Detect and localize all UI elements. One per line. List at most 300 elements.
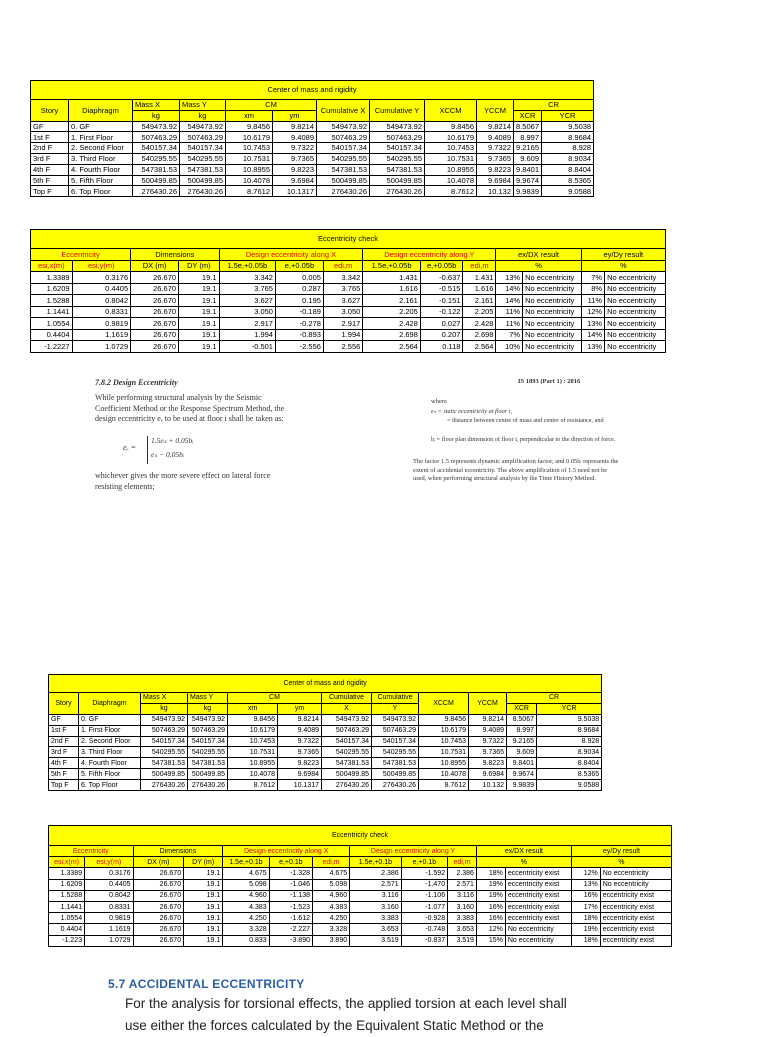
- table-row: [49, 758, 602, 769]
- table-row: [31, 318, 666, 330]
- table-cell: 9.7365: [477, 153, 514, 164]
- table-cell: -0.501: [219, 341, 275, 353]
- table-cell: 11%: [496, 318, 523, 330]
- table-cell: 19.1: [184, 879, 223, 890]
- table-cell: 10.7531: [419, 747, 469, 758]
- table-cell: 9.9839: [507, 780, 537, 791]
- table-cell: 8.9684: [542, 132, 594, 143]
- table-cell: 1.431: [463, 272, 496, 284]
- table-cell: 13%: [496, 272, 523, 284]
- table-cell: 2.556: [323, 341, 362, 353]
- table-row: [49, 890, 672, 901]
- table-cell: 549473.92: [322, 714, 372, 725]
- table-cell: 2.386: [350, 868, 402, 879]
- table-cell: 1st F: [31, 132, 69, 143]
- table-cell: 1.431: [363, 272, 421, 284]
- table-row: [49, 725, 602, 736]
- table-row: [49, 901, 672, 912]
- hdr-esi-x: esi,x(m): [31, 260, 73, 272]
- table-cell: 16%: [476, 913, 505, 924]
- table-cell: 0.8042: [72, 295, 131, 307]
- table-cell: 540295.55: [372, 747, 419, 758]
- table-cell: 3.116: [350, 890, 402, 901]
- table-cell: 10.7531: [226, 153, 273, 164]
- table-cell: 3.627: [323, 295, 362, 307]
- table-cell: 276430.26: [317, 186, 370, 197]
- table-cell: 549473.92: [188, 714, 228, 725]
- hdr-f1: 1.5e,+0.05b: [219, 260, 275, 272]
- table-cell: 8.8404: [537, 758, 602, 769]
- hdr-cumulative: Cumulative: [322, 693, 372, 704]
- table-cell: 19%: [476, 879, 505, 890]
- table-cell: 9.7322: [477, 143, 514, 154]
- table-cell: 3.383: [350, 913, 402, 924]
- hdr-f2: e,+0.1b: [269, 857, 312, 868]
- table-cell: 549473.92: [370, 121, 425, 132]
- table-cell: -1.138: [269, 890, 312, 901]
- table-cell: 12%: [571, 868, 600, 879]
- table-cell: 9.5038: [542, 121, 594, 132]
- table-cell: No eccentricity: [605, 306, 666, 318]
- table-cell: 2.917: [219, 318, 275, 330]
- hdr-eccentricity: Eccentricity: [31, 249, 131, 261]
- table-cell: 540295.55: [322, 747, 372, 758]
- table-cell: 3.328: [313, 924, 350, 935]
- table-cell: 8.7612: [419, 780, 469, 791]
- table-cell: -1.046: [269, 879, 312, 890]
- hdr-f2: e,+0.1b: [401, 857, 447, 868]
- cm-table-bottom-block: [48, 674, 602, 791]
- table-cell: 1.6209: [31, 283, 73, 295]
- hdr-xm: xm: [228, 703, 278, 714]
- table-cell: 19.1: [184, 913, 223, 924]
- where-label: where: [431, 398, 447, 405]
- ecc-table-bottom-block: [48, 825, 672, 947]
- table-cell: 0. GF: [69, 121, 133, 132]
- table-cell: 0.4405: [85, 879, 133, 890]
- cm-rows: [31, 121, 594, 197]
- hdr-f1: 1.5e,+0.1b: [223, 857, 269, 868]
- table-cell: -0.637: [420, 272, 463, 284]
- hdr-xcr: XCR: [514, 110, 542, 121]
- table-cell: 3.519: [448, 935, 477, 946]
- table-cell: 12%: [476, 924, 505, 935]
- table-cell: 26.670: [131, 295, 179, 307]
- table-cell: 1.6209: [49, 879, 85, 890]
- table-cell: eccentricity exist: [600, 901, 671, 912]
- table-cell: No eccentricity: [600, 868, 671, 879]
- hdr-f1: 1.5e,+0.1b: [350, 857, 402, 868]
- table-cell: 540295.55: [370, 153, 425, 164]
- hdr-mass-x: Mass X: [133, 100, 180, 111]
- table-cell: 10.132: [469, 780, 507, 791]
- table-cell: 4. Fourth Floor: [69, 164, 133, 175]
- table-cell: 9.9674: [514, 175, 542, 186]
- table-cell: 540157.34: [188, 736, 228, 747]
- table-cell: 5. Fifth Floor: [79, 769, 141, 780]
- table-cell: 549473.92: [317, 121, 370, 132]
- table-cell: eccentricity exist: [600, 890, 671, 901]
- table-row: [49, 747, 602, 758]
- table-cell: 26.670: [131, 283, 179, 295]
- table-cell: eccentricity exist: [600, 935, 671, 946]
- table-cell: 9.6984: [273, 175, 317, 186]
- hdr-dx: DX (m): [133, 857, 184, 868]
- table-cell: 8.8404: [542, 164, 594, 175]
- table-cell: 5th F: [31, 175, 69, 186]
- table-cell: 276430.26: [141, 780, 188, 791]
- table-cell: 2.564: [463, 341, 496, 353]
- table-cell: 8.5067: [514, 121, 542, 132]
- table-cell: 2.917: [323, 318, 362, 330]
- table-cell: 500499.85: [180, 175, 226, 186]
- table-row: [31, 143, 594, 154]
- table-cell: eccentricity exist: [505, 890, 571, 901]
- table-cell: -1.328: [269, 868, 312, 879]
- hdr-unit-kg: kg: [188, 703, 228, 714]
- table-cell: 0.3176: [85, 868, 133, 879]
- table-cell: 26.670: [131, 306, 179, 318]
- hdr-mass-y: Mass Y: [188, 693, 228, 704]
- table-cell: 540295.55: [317, 153, 370, 164]
- table-cell: 3.653: [350, 924, 402, 935]
- table-row: [49, 714, 602, 725]
- table-cell: 0.195: [275, 295, 323, 307]
- table-cell: 13%: [581, 318, 604, 330]
- table-cell: 9.8214: [477, 121, 514, 132]
- table-cell: 500499.85: [188, 769, 228, 780]
- table-cell: 547381.53: [372, 758, 419, 769]
- table-cell: 10.6179: [425, 132, 477, 143]
- table-cell: 0.833: [223, 935, 269, 946]
- table-cell: 8.928: [542, 143, 594, 154]
- table-cell: 3.342: [219, 272, 275, 284]
- hdr-along-x: Design eccentricity along X: [219, 249, 363, 261]
- table-cell: 0.4404: [49, 924, 85, 935]
- table-cell: 26.670: [131, 341, 179, 353]
- table-cell: 10.6179: [226, 132, 273, 143]
- ecc-title: Eccentricity check: [31, 230, 666, 249]
- hdr-story: Story: [49, 693, 79, 715]
- table-cell: -1.2227: [31, 341, 73, 353]
- table-cell: 8.5067: [507, 714, 537, 725]
- table-cell: 2.571: [350, 879, 402, 890]
- table-cell: 9.2165: [507, 736, 537, 747]
- table-cell: Top F: [49, 780, 79, 791]
- table-cell: -0.928: [401, 913, 447, 924]
- hdr-ey-result: ey/Dy result: [571, 846, 671, 857]
- table-cell: -1.077: [401, 901, 447, 912]
- table-cell: GF: [31, 121, 69, 132]
- table-cell: 0.9819: [85, 913, 133, 924]
- table-cell: 1.0554: [49, 913, 85, 924]
- standard-ref: IS 1893 (Part 1) : 2016: [518, 378, 581, 385]
- table-cell: 9.4089: [477, 132, 514, 143]
- table-cell: 2. Second Floor: [69, 143, 133, 154]
- ecc-table-top: [30, 229, 666, 353]
- table-row: [31, 132, 594, 143]
- table-cell: 549473.92: [180, 121, 226, 132]
- hdr-cr: CR: [507, 693, 602, 704]
- table-cell: 9.7365: [273, 153, 317, 164]
- hdr-cr: CR: [514, 100, 594, 111]
- table-cell: 500499.85: [322, 769, 372, 780]
- ecc-rows-top: [31, 272, 666, 353]
- table-cell: 1.0729: [72, 341, 131, 353]
- hdr-mass-x: Mass X: [141, 693, 188, 704]
- table-cell: 0.3176: [72, 272, 131, 284]
- table-cell: 276430.26: [372, 780, 419, 791]
- table-row: [31, 121, 594, 132]
- table-cell: 5th F: [49, 769, 79, 780]
- table-cell: 3rd F: [49, 747, 79, 758]
- table-cell: 26.670: [133, 890, 184, 901]
- table-cell: 2.205: [363, 306, 421, 318]
- table-cell: 16%: [476, 901, 505, 912]
- table-cell: 4. Fourth Floor: [79, 758, 141, 769]
- table-cell: eccentricity exist: [505, 879, 571, 890]
- table-cell: 19.1: [179, 272, 219, 284]
- hdr-cum-x: Cumulative X: [317, 100, 370, 122]
- table-cell: 0.118: [420, 341, 463, 353]
- table-cell: 540295.55: [180, 153, 226, 164]
- table-cell: eccentricity exist: [600, 913, 671, 924]
- table-cell: 4.675: [223, 868, 269, 879]
- hdr-pct: %: [496, 260, 581, 272]
- table-cell: 1.1619: [72, 329, 131, 341]
- table-cell: 8%: [581, 283, 604, 295]
- table-cell: 3.765: [219, 283, 275, 295]
- table-row: [31, 175, 594, 186]
- table-cell: 9.9674: [507, 769, 537, 780]
- table-cell: -0.837: [401, 935, 447, 946]
- table-row: [31, 306, 666, 318]
- table-cell: -0.893: [275, 329, 323, 341]
- table-cell: 2nd F: [49, 736, 79, 747]
- table-cell: 26.670: [133, 924, 184, 935]
- table-cell: 19%: [571, 924, 600, 935]
- hdr-pct: %: [581, 260, 665, 272]
- table-cell: 1.1441: [31, 306, 73, 318]
- table-cell: 1.994: [219, 329, 275, 341]
- table-cell: 10.7453: [226, 143, 273, 154]
- table-cell: 1.616: [463, 283, 496, 295]
- table-cell: 507463.29: [133, 132, 180, 143]
- table-cell: 9.4089: [469, 725, 507, 736]
- table-cell: 18%: [476, 868, 505, 879]
- hdr-along-y: Design eccentricity along Y: [363, 249, 496, 261]
- table-cell: 3. Third Floor: [69, 153, 133, 164]
- table-cell: 1.0729: [85, 935, 133, 946]
- table-cell: 9.8223: [273, 164, 317, 175]
- table-cell: 0.9819: [72, 318, 131, 330]
- table-cell: 9.8456: [425, 121, 477, 132]
- table-cell: 16%: [571, 890, 600, 901]
- table-cell: 540295.55: [141, 747, 188, 758]
- hdr-pct: %: [571, 857, 671, 868]
- table-cell: 9.6984: [477, 175, 514, 186]
- table-cell: 10.8955: [425, 164, 477, 175]
- hdr-unit-kg: kg: [141, 703, 188, 714]
- section-heading: 5.7 ACCIDENTAL ECCENTRICITY: [108, 977, 305, 991]
- table-cell: 9.0588: [537, 780, 602, 791]
- table-cell: 1.5288: [49, 890, 85, 901]
- table-cell: 8.9034: [537, 747, 602, 758]
- table-cell: 276430.26: [370, 186, 425, 197]
- clause-text-2: whichever gives the more severe effect on lateral force resisting elements;: [95, 471, 271, 491]
- table-cell: 0.4404: [31, 329, 73, 341]
- table-cell: 507463.29: [317, 132, 370, 143]
- cm-table-top: [30, 80, 594, 197]
- hdr-dimensions: Dimensions: [133, 846, 223, 857]
- table-cell: 19.1: [184, 935, 223, 946]
- table-cell: 1. First Floor: [69, 132, 133, 143]
- table-cell: 276430.26: [180, 186, 226, 197]
- table-cell: 9.5038: [537, 714, 602, 725]
- table-cell: 26.670: [133, 901, 184, 912]
- cm-title: Center of mass and rigidity: [49, 675, 602, 693]
- table-cell: 3. Third Floor: [79, 747, 141, 758]
- hdr-ex-result: ex/DX result: [476, 846, 571, 857]
- table-cell: -0.748: [401, 924, 447, 935]
- table-cell: 4th F: [31, 164, 69, 175]
- table-cell: 10.7453: [419, 736, 469, 747]
- table-row: [31, 283, 666, 295]
- table-cell: No eccentricity: [505, 935, 571, 946]
- table-cell: 4.250: [223, 913, 269, 924]
- table-cell: 10.7531: [425, 153, 477, 164]
- table-cell: -3.890: [269, 935, 312, 946]
- table-cell: 9.8456: [226, 121, 273, 132]
- table-cell: 547381.53: [322, 758, 372, 769]
- table-cell: 8.7612: [226, 186, 273, 197]
- table-cell: 9.8223: [469, 758, 507, 769]
- table-cell: Top F: [31, 186, 69, 197]
- table-cell: 5. Fifth Floor: [69, 175, 133, 186]
- hdr-f2: e,+0.05b: [420, 260, 463, 272]
- table-cell: 507463.29: [370, 132, 425, 143]
- hdr-ycr: YCR: [542, 110, 594, 121]
- table-row: [31, 295, 666, 307]
- table-row: [49, 879, 672, 890]
- table-cell: 0.027: [420, 318, 463, 330]
- cm-table-top-block: [30, 80, 594, 197]
- table-cell: 547381.53: [317, 164, 370, 175]
- hdr-dimensions: Dimensions: [131, 249, 219, 261]
- table-cell: 8.9684: [537, 725, 602, 736]
- table-cell: No eccentricity: [600, 879, 671, 890]
- table-cell: 19.1: [184, 868, 223, 879]
- table-cell: -1.523: [269, 901, 312, 912]
- table-cell: 9.8456: [419, 714, 469, 725]
- hdr-ycr: YCR: [537, 703, 602, 714]
- cm-rows: [49, 714, 602, 790]
- table-cell: 19.1: [179, 318, 219, 330]
- table-cell: No eccentricity: [505, 924, 571, 935]
- table-cell: 4.383: [313, 901, 350, 912]
- hdr-diaphragm: Diaphragm: [79, 693, 141, 715]
- table-cell: 8.997: [507, 725, 537, 736]
- table-cell: 4.960: [313, 890, 350, 901]
- table-cell: 9.7365: [278, 747, 322, 758]
- table-cell: 540157.34: [180, 143, 226, 154]
- table-cell: 26.670: [133, 868, 184, 879]
- hdr-f2: e,+0.05b: [275, 260, 323, 272]
- table-cell: 9.609: [507, 747, 537, 758]
- hdr-unit-kg: kg: [180, 110, 226, 121]
- table-cell: No eccentricity: [605, 329, 666, 341]
- hdr-edi: edi,m: [463, 260, 496, 272]
- table-cell: 4.383: [223, 901, 269, 912]
- table-cell: 3.765: [323, 283, 362, 295]
- table-cell: 9.8401: [507, 758, 537, 769]
- table-cell: 547381.53: [141, 758, 188, 769]
- table-cell: 9.6984: [469, 769, 507, 780]
- table-cell: 0.8042: [85, 890, 133, 901]
- table-cell: 10.4078: [425, 175, 477, 186]
- table-cell: 10.8955: [228, 758, 278, 769]
- hdr-xcr: XCR: [507, 703, 537, 714]
- table-cell: 507463.29: [180, 132, 226, 143]
- table-cell: 1.1619: [85, 924, 133, 935]
- table-cell: 26.670: [131, 272, 179, 284]
- hdr-esi-y: esi,y(m): [85, 857, 133, 868]
- table-cell: 9.8456: [228, 714, 278, 725]
- table-cell: 5.098: [313, 879, 350, 890]
- table-cell: 2nd F: [31, 143, 69, 154]
- table-cell: 8.5365: [537, 769, 602, 780]
- table-cell: 5.098: [223, 879, 269, 890]
- table-cell: 9.6984: [278, 769, 322, 780]
- table-cell: 19.1: [179, 283, 219, 295]
- table-cell: 7%: [581, 272, 604, 284]
- table-cell: -1.470: [401, 879, 447, 890]
- table-cell: 540157.34: [370, 143, 425, 154]
- table-cell: 547381.53: [188, 758, 228, 769]
- table-cell: 10.4078: [226, 175, 273, 186]
- table-cell: 8.7612: [228, 780, 278, 791]
- hdr-unit-kg: kg: [133, 110, 180, 121]
- table-cell: 8.7612: [425, 186, 477, 197]
- hdr-cm: CM: [226, 100, 317, 111]
- table-cell: 4.250: [313, 913, 350, 924]
- table-cell: 19.1: [184, 901, 223, 912]
- table-cell: 8.997: [514, 132, 542, 143]
- table-cell: -1.592: [401, 868, 447, 879]
- table-cell: 547381.53: [370, 164, 425, 175]
- table-cell: 10.132: [477, 186, 514, 197]
- table-cell: 2.571: [448, 879, 477, 890]
- table-cell: 2. Second Floor: [79, 736, 141, 747]
- table-cell: No eccentricity: [523, 341, 582, 353]
- hdr-ym: ym: [273, 110, 317, 121]
- table-cell: 3.519: [350, 935, 402, 946]
- hdr-cumulative: Cumulative: [372, 693, 419, 704]
- table-cell: eccentricity exist: [600, 924, 671, 935]
- section-line-2: use either the forces calculated by the Equivalent Static Method or the: [125, 1018, 544, 1033]
- table-cell: 2.161: [363, 295, 421, 307]
- table-cell: -0.189: [275, 306, 323, 318]
- table-cell: 3rd F: [31, 153, 69, 164]
- table-cell: 19.1: [184, 890, 223, 901]
- table-cell: 14%: [496, 295, 523, 307]
- clause-title: 7.8.2 Design Eccentricity: [95, 378, 178, 387]
- table-cell: 10.6179: [419, 725, 469, 736]
- table-cell: 500499.85: [133, 175, 180, 186]
- hdr-xm: xm: [226, 110, 273, 121]
- table-cell: 1.0554: [31, 318, 73, 330]
- table-cell: 9.7322: [469, 736, 507, 747]
